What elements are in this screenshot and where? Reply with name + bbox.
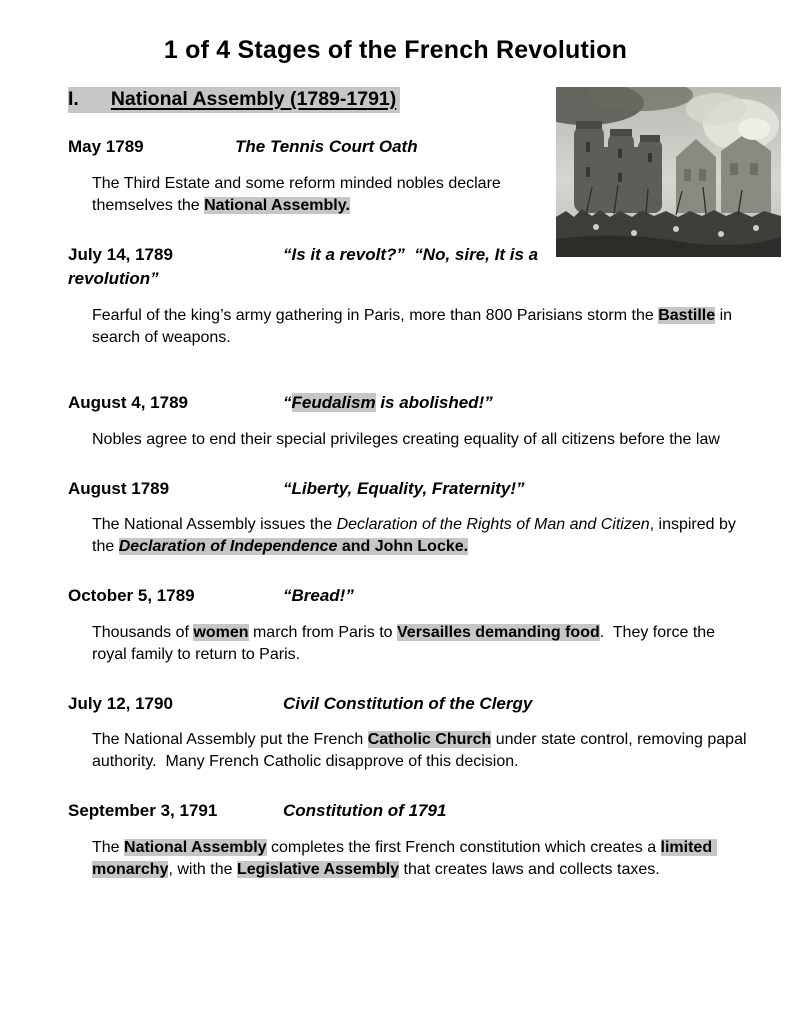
timeline-entry <box>68 799 781 881</box>
text-segment: “Bread!” <box>283 586 354 606</box>
text-segment: The <box>92 839 125 857</box>
text-segment: Feudalism <box>291 392 376 412</box>
text-segment: , inspired by the <box>92 516 741 556</box>
text-segment: “ <box>283 392 292 412</box>
text-segment: Versailles demanding food <box>397 623 600 641</box>
entry-body <box>92 514 747 558</box>
entry-date: September 3, 1791 <box>68 801 218 821</box>
text-segment: “Liberty, Equality, Fraternity!” <box>283 478 525 498</box>
text-segment: Declaration of Independence <box>118 538 338 556</box>
entry-heading <box>68 584 781 609</box>
timeline-entry <box>68 477 781 559</box>
entry-date: July 14, 1789 <box>68 244 173 264</box>
entry-body <box>92 837 747 881</box>
text-segment: Civil Constitution of the Clergy <box>283 693 533 713</box>
section-numeral: I. <box>68 88 79 110</box>
text-segment: The National Assembly put the French <box>92 731 368 749</box>
text-segment: march from Paris to <box>248 623 398 641</box>
text-segment: Declaration of the Rights of Man and Citizen <box>336 516 650 534</box>
text-segment: Bastille <box>658 306 716 324</box>
document-content <box>68 87 781 881</box>
text-segment: that creates laws and collects taxes. <box>399 861 660 879</box>
section-highlight <box>68 87 400 113</box>
text-segment: , with the <box>168 861 237 879</box>
entry-date: August 1789 <box>68 478 170 498</box>
text-segment: National Assembly. <box>204 196 350 214</box>
text-segment: under state control, removing papal authority. Many French Catholic disapprove of this decision. <box>92 731 751 771</box>
entry-date: October 5, 1789 <box>68 586 195 606</box>
entry-body <box>92 305 747 349</box>
document-page <box>0 36 791 1024</box>
text-segment: Fearful of the king’s army gathering in Paris, more than 800 Parisians storm the <box>92 306 659 324</box>
entry-heading <box>68 391 781 416</box>
entry-date: May 1789 <box>68 137 144 156</box>
text-segment: Legislative Assembly <box>236 861 400 879</box>
entry-date: August 4, 1789 <box>68 392 188 412</box>
entry-heading <box>68 477 781 502</box>
text-segment: “Is it a revolt?” “No, sire, It is a revolution” <box>68 244 543 289</box>
entry-body <box>92 622 747 666</box>
bastille-image <box>556 87 781 257</box>
storming-of-the-bastille-illustration <box>556 87 781 257</box>
text-segment: The Tennis Court Oath <box>235 137 418 156</box>
entry-body <box>92 429 747 451</box>
text-segment: Thousands of <box>92 623 194 641</box>
timeline-entry <box>68 391 781 451</box>
entry-heading <box>68 799 781 824</box>
text-segment: completes the first French constitution which creates a <box>266 839 661 857</box>
entry-heading <box>68 692 781 717</box>
text-segment: limited monarchy <box>92 839 717 879</box>
timeline-entry <box>68 584 781 666</box>
timeline-entry <box>68 243 781 349</box>
text-segment: women <box>193 623 249 641</box>
section-title: National Assembly (1789-1791) <box>110 88 397 110</box>
text-segment: The National Assembly issues the <box>92 516 337 534</box>
text-segment: Nobles agree to end their special privileges creating equality of all citizens before the law <box>92 430 720 448</box>
text-segment: in search of weapons. <box>92 306 737 346</box>
entry-date: July 12, 1790 <box>68 693 173 713</box>
text-segment: and John Locke. <box>337 538 469 556</box>
text-segment: Catholic Church <box>367 731 492 749</box>
text-segment: National Assembly <box>124 839 267 857</box>
text-segment: Constitution of 1791 <box>283 801 447 821</box>
document-title: 1 of 4 Stages of the French Revolution <box>163 36 628 64</box>
text-segment: The Third Estate and some reform minded nobles declare themselves the <box>92 174 506 214</box>
text-segment: . They force the royal family to return to Paris. <box>92 623 720 663</box>
entry-body <box>92 729 751 773</box>
text-segment: is abolished!” <box>375 392 493 412</box>
timeline-entry <box>68 692 781 774</box>
